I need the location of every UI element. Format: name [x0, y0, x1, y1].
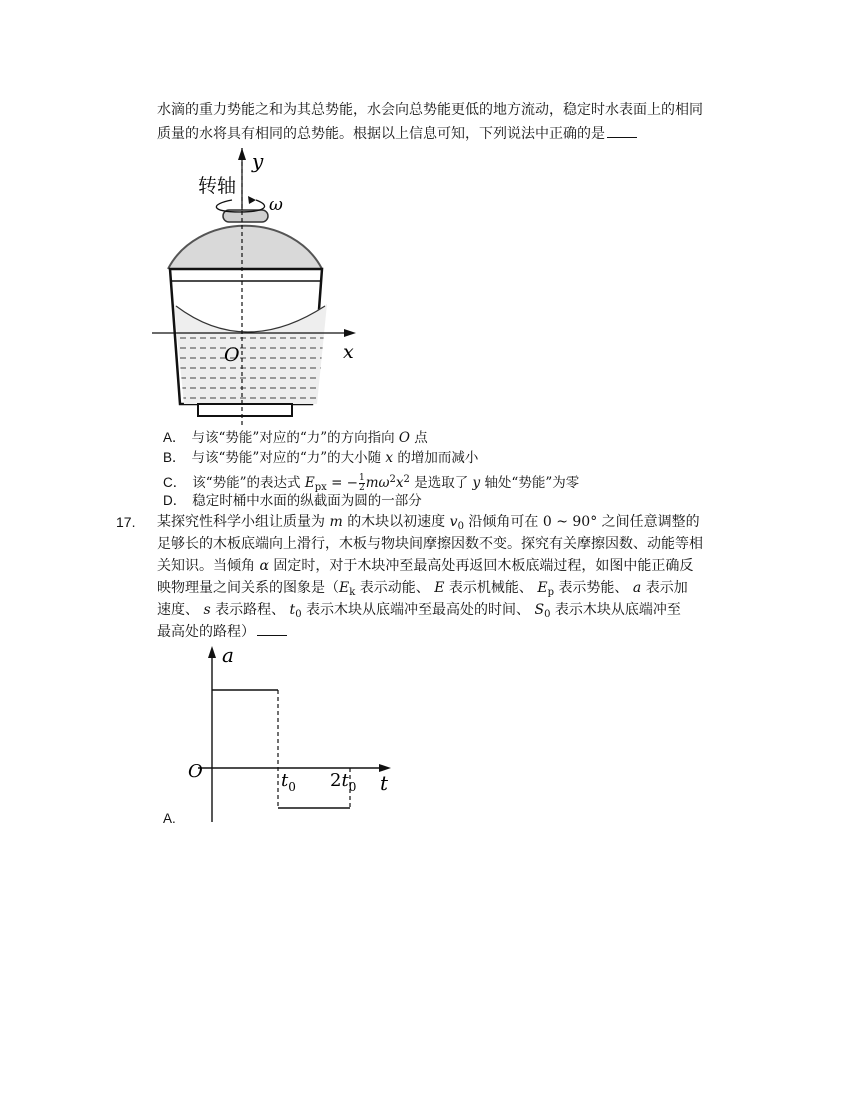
option-b-tail: 的增加而减小: [397, 450, 479, 466]
option-b-letter: B．: [163, 450, 186, 465]
intro-line-2-text: 质量的水将具有相同的总势能。根据以上信息可知，下列说法中正确的是: [157, 126, 605, 142]
origin-label-2: O: [188, 761, 203, 782]
intro-line-1: 水滴的重力势能之和为其总势能，水会向总势能更低的地方流动，稳定时水表面上的相同: [157, 102, 703, 118]
formula-sq2: 2: [403, 474, 410, 485]
formula-eq: = −: [331, 475, 358, 491]
formula-sq1: 2: [389, 474, 396, 485]
intro-line-2: [157, 123, 637, 145]
question-17-number: 17.: [116, 514, 136, 530]
tick-t0: $t_0$: [281, 770, 296, 794]
formula-frac: $\frac{1}{2}$: [358, 473, 365, 493]
a-axis-label: a: [222, 644, 234, 667]
formula-m-omega: mω: [365, 475, 390, 491]
option-c-mid: 是选取了: [414, 475, 469, 491]
bucket-base: [198, 404, 292, 416]
q17-option-a[interactable]: [163, 809, 182, 829]
answer-blank[interactable]: [607, 123, 637, 138]
option-a-text: 与该“势能”对应的“力”的方向指向: [191, 430, 395, 446]
option-d-letter: D．: [163, 493, 187, 508]
option-c-var: y: [472, 475, 481, 491]
formula-x: x: [395, 475, 404, 491]
formula-sub: px: [314, 482, 327, 493]
formula-e: E: [304, 475, 315, 491]
q17-line-3: 关知识。当倾角 α 固定时，对于木块冲至最高处再返回木板底端过程，如图中能正确反: [157, 558, 694, 574]
x-axis-label: x: [343, 341, 354, 363]
option-b-text: 与该“势能”对应的“力”的大小随: [191, 450, 382, 466]
option-c-tail: 轴处“势能”为零: [484, 475, 580, 491]
q17-line-1: 某探究性科学小组让质量为 m 的木块以初速度 $v_0$ 沿倾角可在 0 ~ 90° 之间任意调整的: [157, 514, 700, 532]
y-axis-label: y: [252, 149, 264, 173]
option-b-var: x: [385, 450, 394, 466]
q17-line-6: 最高处的路程）: [157, 621, 287, 643]
origin-label: O: [224, 344, 240, 366]
t-axis-label: t: [380, 771, 389, 795]
option-a-letter: A．: [163, 430, 186, 445]
option-d-text: 稳定时桶中水面的纵截面为圆的一部分: [192, 493, 422, 509]
a-t-graph: [180, 644, 400, 826]
option-c-letter: C．: [163, 475, 187, 490]
option-a-var: O: [398, 430, 410, 446]
option-a[interactable]: [163, 428, 428, 448]
option-b[interactable]: [163, 448, 478, 468]
option-c-text: 该“势能”的表达式: [192, 475, 301, 491]
bucket-handle: [168, 226, 322, 269]
option-a-tail: 点: [414, 430, 428, 446]
omega-label: ω: [269, 195, 283, 215]
q17-line-2: 足够长的木板底端向上滑行，木板与物块间摩擦因数不变。探究有关摩擦因数、动能等相: [157, 536, 703, 552]
option-d[interactable]: [163, 491, 422, 511]
tick-2t0: $2t_0$: [330, 770, 357, 794]
q17-line-5: 速度、 s 表示路程、 $t_0$ 表示木块从底端冲至最高处的时间、 $S_0$ 表示木块从底端冲至: [157, 602, 681, 620]
bucket-figure: [150, 148, 365, 428]
q17-option-a-letter: A.: [163, 811, 176, 826]
answer-blank-17[interactable]: [257, 621, 287, 636]
rotation-axis-label: 转轴: [198, 175, 237, 197]
q17-line-4: 映物理量之间关系的图象是（$E_k$ 表示动能、 E 表示机械能、 $E_p$ 表示势能、 a 表示加: [157, 580, 688, 598]
